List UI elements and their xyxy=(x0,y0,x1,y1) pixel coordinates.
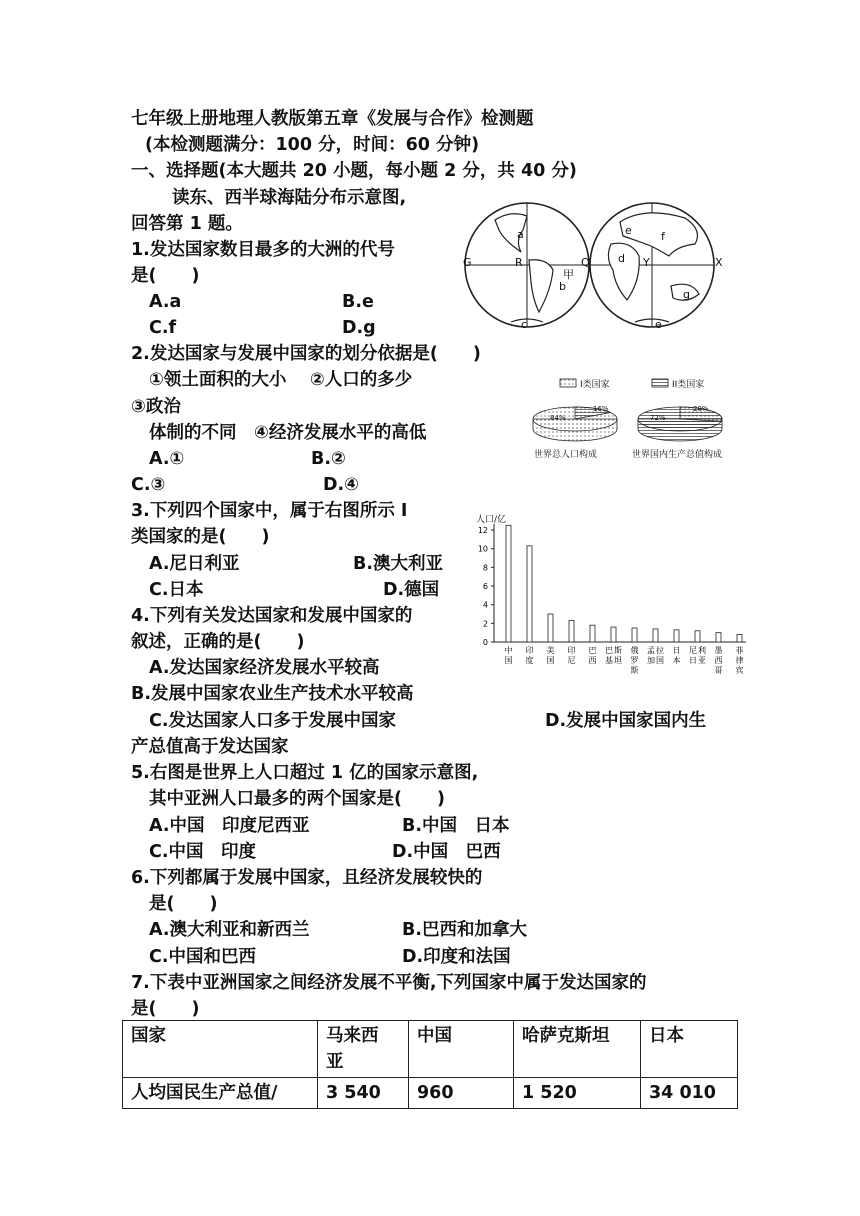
q2-option-d: D.④ xyxy=(323,475,359,495)
q3-option-a: A.尼日利亚 xyxy=(149,554,240,574)
page-subtitle: (本检测题满分：100 分，时间：60 分钟) xyxy=(145,135,480,155)
table-cell: 国家 xyxy=(123,1021,318,1078)
pie2-label-ii: 72% xyxy=(650,414,666,422)
bar xyxy=(716,633,721,642)
x-tick-label: 坦 xyxy=(614,656,622,665)
x-tick-label: 亚 xyxy=(698,656,706,665)
y-tick-label: 2 xyxy=(482,619,488,629)
q2-options-text: 体制的不同 ④经济发展水平的高低 xyxy=(149,423,427,443)
q4-option-d: D.发展中国家国内生 xyxy=(545,711,707,731)
x-tick-label: 哥 xyxy=(714,666,723,675)
q6-option-d: D.印度和法国 xyxy=(402,947,511,967)
table-cell: 马来西亚 xyxy=(318,1021,409,1078)
x-tick-label: 巴 xyxy=(588,646,597,655)
table-cell: 34 010 xyxy=(641,1078,738,1109)
x-tick-label: 孟 xyxy=(647,646,655,655)
x-tick-label: 西 xyxy=(588,656,597,665)
q7-stem: 是( ) xyxy=(131,999,200,1019)
q3-option-d: D.德国 xyxy=(383,580,440,600)
x-tick-label: 国 xyxy=(546,656,555,665)
table-row xyxy=(123,1078,738,1109)
table-cell: 哈萨克斯坦 xyxy=(514,1021,641,1078)
q3-option-b: B.澳大利亚 xyxy=(353,554,443,574)
legend-ii-label: II类国家 xyxy=(672,380,705,390)
table-cell: 中国 xyxy=(409,1021,514,1078)
map-label: b xyxy=(559,280,566,293)
x-tick-label: 印 xyxy=(525,646,534,655)
q6-option-c: C.中国和巴西 xyxy=(149,947,256,967)
bar xyxy=(527,546,532,642)
y-tick-label: 10 xyxy=(477,544,488,554)
intro-line: 回答第 1 题。 xyxy=(131,214,243,234)
map-label: d xyxy=(618,252,625,265)
y-tick-label: 8 xyxy=(482,563,488,573)
map-label: a xyxy=(517,228,524,241)
bar xyxy=(590,625,595,642)
x-tick-label: 尼 xyxy=(689,646,697,655)
x-tick-label: 日 xyxy=(672,646,681,655)
q6-stem: 6.下列都属于发展中国家，且经济发展较快的 xyxy=(131,868,483,888)
x-tick-label: 本 xyxy=(672,656,681,665)
legend-swatch-ii xyxy=(652,379,668,387)
q4-stem: 叙述，正确的是( ) xyxy=(131,632,305,652)
q6-option-b: B.巴西和加拿大 xyxy=(402,920,527,940)
x-tick-label: 国 xyxy=(504,656,513,665)
x-tick-label: 菲 xyxy=(735,646,744,655)
q1-stem: 是( ) xyxy=(131,266,200,286)
legend-i-label: I类国家 xyxy=(580,380,610,390)
q1-option-a: A.a xyxy=(149,292,182,312)
q5-stem: 5.右图是世界上人口超过 1 亿的国家示意图, xyxy=(131,763,479,783)
table-cell: 日本 xyxy=(641,1021,738,1078)
map-label: f xyxy=(661,230,665,243)
x-tick-label: 日 xyxy=(689,656,697,665)
bar xyxy=(611,627,616,642)
map-label: Q xyxy=(581,256,590,269)
x-tick-label: 基 xyxy=(605,656,613,665)
q4-option-c: C.发达国家人口多于发展中国家 xyxy=(149,711,396,731)
q4-option-a: A.发达国家经济发展水平较高 xyxy=(149,658,380,678)
intro-line: 读东、西半球海陆分布示意图, xyxy=(172,188,407,208)
x-tick-label: 巴 xyxy=(605,646,613,655)
x-tick-label: 罗 xyxy=(630,656,639,665)
bar xyxy=(674,630,679,642)
chart-ylabel: 人口/亿 xyxy=(476,515,507,525)
table-row xyxy=(123,1021,738,1078)
bar xyxy=(632,628,637,642)
x-tick-label: 西 xyxy=(714,656,723,665)
population-chart xyxy=(470,512,750,677)
x-tick-label: 利 xyxy=(698,646,706,655)
q7-stem: 7.下表中亚洲国家之间经济发展不平衡,下列国家中属于发达国家的 xyxy=(131,973,647,993)
q2-option-a: A.① xyxy=(149,449,185,469)
y-tick-label: 4 xyxy=(482,600,488,610)
pie2-label-i: 28% xyxy=(693,405,709,413)
map-label: Y xyxy=(643,256,650,269)
map-label: c xyxy=(521,318,528,331)
q3-option-c: C.日本 xyxy=(149,580,204,600)
bar xyxy=(569,621,574,642)
q3-stem: 类国家的是( ) xyxy=(131,527,270,547)
x-tick-label: 尼 xyxy=(567,656,576,665)
map-label: g xyxy=(683,288,690,301)
y-tick-label: 6 xyxy=(482,582,488,591)
x-tick-label: 斯 xyxy=(614,646,622,655)
x-tick-label: 律 xyxy=(735,656,744,665)
bar xyxy=(548,614,553,642)
x-tick-label: 宾 xyxy=(735,666,744,675)
q4-stem: 4.下列有关发达国家和发展中国家的 xyxy=(131,606,413,626)
x-tick-label: 斯 xyxy=(630,666,639,675)
bar xyxy=(695,631,700,642)
q1-option-d: D.g xyxy=(342,318,376,338)
q6-stem: 是( ) xyxy=(149,894,218,914)
legend-swatch-i xyxy=(560,379,576,387)
page-title: 七年级上册地理人教版第五章《发展与合作》检测题 xyxy=(131,109,534,129)
pie1-caption: 世界总人口构成 xyxy=(534,450,598,460)
q2-stem: 2.发达国家与发展中国家的划分依据是( ) xyxy=(131,344,481,364)
bar xyxy=(506,525,511,642)
q2-option-c: C.③ xyxy=(131,475,166,495)
q3-stem: 3.下列四个国家中，属于右图所示 I xyxy=(131,501,408,521)
x-tick-label: 国 xyxy=(656,656,664,665)
map-label: G xyxy=(463,256,472,269)
section-heading: 一、选择题(本大题共 20 小题，每小题 2 分，共 40 分) xyxy=(131,161,577,181)
q1-option-c: C.f xyxy=(149,318,177,338)
map-label: e xyxy=(625,224,632,237)
pie1-label-ii: 16% xyxy=(593,405,609,413)
q5-stem: 其中亚洲人口最多的两个国家是( ) xyxy=(149,789,445,809)
q5-option-c: C.中国 印度 xyxy=(149,842,256,862)
q5-option-a: A.中国 印度尼西亚 xyxy=(149,816,310,836)
pie2-caption: 世界国内生产总值构成 xyxy=(632,450,723,460)
pie-figure xyxy=(520,375,750,465)
q4-option-b: B.发展中国家农业生产技术水平较高 xyxy=(131,684,414,704)
map-label: X xyxy=(715,256,723,269)
x-tick-label: 印 xyxy=(567,646,576,655)
y-tick-label: 0 xyxy=(482,638,488,647)
bar xyxy=(737,635,742,642)
q1-option-b: B.e xyxy=(342,292,374,312)
gnp-table xyxy=(122,1020,738,1109)
q2-options-text: ③政治 xyxy=(131,397,181,417)
x-tick-label: 加 xyxy=(647,656,655,665)
q2-options-text: ①领土面积的大小 ②人口的多少 xyxy=(149,370,413,390)
map-label: R xyxy=(515,256,523,269)
q5-option-d: D.中国 巴西 xyxy=(392,842,501,862)
q1-stem: 1.发达国家数目最多的大洲的代号 xyxy=(131,240,395,260)
q5-option-b: B.中国 日本 xyxy=(402,816,510,836)
table-cell: 人均国民生产总值/ xyxy=(123,1078,318,1109)
table-cell: 1 520 xyxy=(514,1078,641,1109)
y-tick-label: 12 xyxy=(477,526,488,535)
table-cell: 3 540 xyxy=(318,1078,409,1109)
x-tick-label: 度 xyxy=(525,656,534,665)
x-tick-label: 拉 xyxy=(656,646,664,655)
q4-option-d-cont: 产总值高于发达国家 xyxy=(131,737,289,757)
bar xyxy=(653,629,658,642)
hemisphere-map xyxy=(455,200,725,340)
q2-option-b: B.② xyxy=(311,449,346,469)
x-tick-label: 墨 xyxy=(714,646,723,655)
x-tick-label: 俄 xyxy=(630,646,639,655)
pie1-label-i: 84% xyxy=(550,414,566,422)
q6-option-a: A.澳大利亚和新西兰 xyxy=(149,920,310,940)
map-label: 甲 xyxy=(563,268,574,281)
map-label: e xyxy=(655,318,662,331)
x-tick-label: 美 xyxy=(546,646,555,655)
table-cell: 960 xyxy=(409,1078,514,1109)
x-tick-label: 中 xyxy=(504,646,513,655)
